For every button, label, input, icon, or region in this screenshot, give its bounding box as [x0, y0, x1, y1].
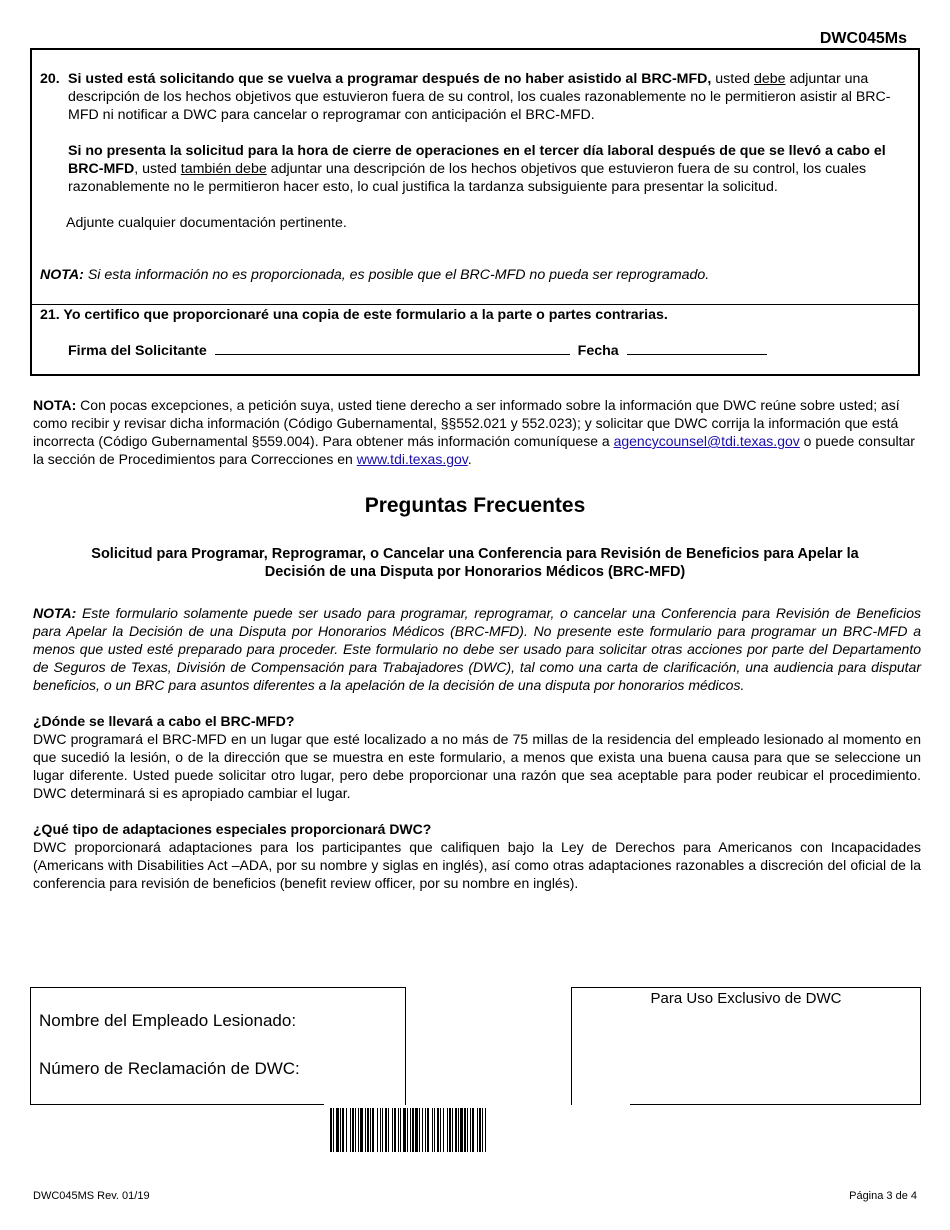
signature-label: Firma del Solicitante [68, 343, 207, 359]
employee-info-box [30, 987, 406, 1105]
question-20-paragraph-1: Si usted está solicitando que se vuelva a programar después de no haber asistido al BRC-MFD, usted debe adjuntar una descripción de los hechos objetivos que estuvieron fuera de su control, los cuales razonablemente no le permitieron asistir al BRC-MFD ni notificar a DWC para cancelar o reprogramar con anticipación el BRC-MFD. [68, 71, 891, 123]
signature-field[interactable] [215, 340, 570, 355]
agency-counsel-email-link[interactable]: agencycounsel@tdi.texas.gov [613, 433, 800, 449]
form-section-box [30, 48, 920, 376]
employee-name-label: Nombre del Empleado Lesionado: [39, 1011, 297, 1030]
section-divider [32, 304, 918, 305]
question-20-number: 20. [40, 71, 60, 87]
must-underlined: debe [753, 71, 786, 87]
also-must-underlined: también debe [180, 161, 267, 177]
faq-note: NOTA: Este formulario solamente puede ser usado para programar, reprogramar, o cancelar una Conferencia para Revisión de Beneficios para Apelar la Decisión de una Disputa por Honorarios Médicos (BRC-MFD). No presente este formulario para programar un BRC-MFD a menos que usted esté preparado para proceder. Este formulario no debe ser usado para solicitar otras acciones por parte del Departamento de Seguros de Texas, División de Compensación para Trabajadores (DWC), tal como una carta de clarificación, una audiencia para disputar beneficios, o un BRC para asuntos diferentes a la apelación de la decisión de una disputa por honorarios médicos. [33, 605, 921, 693]
form-code: DWC045Ms [819, 30, 907, 47]
date-field[interactable] [627, 340, 767, 355]
claim-number-label: Número de Reclamación de DWC: [39, 1059, 300, 1078]
privacy-notice: NOTA: Con pocas excepciones, a petición suya, usted tiene derecho a ser informado sobre la información que DWC reúne sobre usted; así como recibir y revisar dicha información (Código Gubernamental, §§552.021 y 552.023); y solicitar que DWC corrija la información que está incorrecta (Código Gubernamental §559.004). Para obtener más información comuníquese a agencycounsel@tdi.texas.gov o puede consultar la sección de Procedimientos para Correcciones en www.tdi.texas.gov. [33, 397, 915, 467]
faq-question: ¿Qué tipo de adaptaciones especiales proporcionará DWC? [33, 821, 432, 837]
dwc-use-label: Para Uso Exclusivo de DWC [650, 990, 842, 1007]
faq-answer: DWC programará el BRC-MFD en un lugar que esté localizado a no más de 75 millas de la residencia del empleado lesionado al momento en que sucedió la lesión, o de la dirección que se muestra en este formulario, a menos que exista una buena causa para que se seleccione un lugar diferente. Usted puede solicitar otro lugar, pero debe proporcionar una razón que sea aceptable para poder reubicar el procedimiento. DWC determinará si es apropiado cambiar el lugar. [33, 731, 921, 801]
faq-title: Preguntas Frecuentes [364, 494, 586, 517]
tdi-website-link[interactable]: www.tdi.texas.gov [356, 451, 468, 467]
faq-question: ¿Dónde se llevará a cabo el BRC-MFD? [33, 713, 295, 729]
faq-answer: DWC proporcionará adaptaciones para los participantes que califiquen bajo la Ley de Derechos para Americanos con Incapacidades (Americans with Disabilities Act –ADA, por su nombre y siglas en inglés), así como otras adaptaciones razonables a discreción del oficial de la conferencia para revisión de beneficios (benefit review officer, por su nombre en inglés). [33, 839, 921, 891]
question-20-note: NOTA: Si esta información no es proporcionada, es posible que el BRC-MFD no pueda ser reprogramado. [40, 267, 710, 283]
question-20 [40, 70, 908, 232]
form-revision: DWC045MS Rev. 01/19 [33, 1190, 150, 1202]
barcode [330, 1108, 626, 1152]
question-20-paragraph-2: Si no presenta la solicitud para la hora de cierre de operaciones en el tercer día laboral después de que se llevó a cabo el BRC-MFD, usted también debe adjuntar una descripción de los hechos objetivos que estuvieron fuera de su control, los cuales razonablemente no le permitieron hacer esto, lo cual justifica la tardanza subsiguiente para presentar la solicitud. [68, 143, 886, 195]
question-20-bold-lead: Si usted está solicitando que se vuelva a programar después de no haber asistido al BRC-MFD, [68, 71, 712, 87]
dwc-use-box-bottom-line [630, 1104, 920, 1105]
date-label: Fecha [577, 343, 619, 359]
question-20-bold-deadline: Si no presenta la solicitud para la hora de cierre de operaciones en el tercer día laboral después de que se llevó a cabo el BRC-MFD [68, 143, 886, 177]
employee-info-box-bottom-line [30, 1104, 324, 1105]
page-number: Página 3 de 4 [849, 1190, 917, 1202]
dwc-use-box [571, 987, 921, 1105]
signature-row [68, 340, 767, 360]
attach-documentation-text: Adjunte cualquier documentación pertinente. [66, 215, 347, 231]
faq-item-location [33, 712, 921, 802]
question-21: 21. Yo certifico que proporcionaré una copia de este formulario a la parte o partes contrarias. [40, 307, 668, 323]
faq-subtitle: Solicitud para Programar, Reprogramar, o Cancelar una Conferencia para Revisión de Beneficios para Apelar la Decisión de una Disputa por Honorarios Médicos (BRC-MFD) [91, 546, 859, 580]
faq-item-accommodations [33, 820, 921, 892]
